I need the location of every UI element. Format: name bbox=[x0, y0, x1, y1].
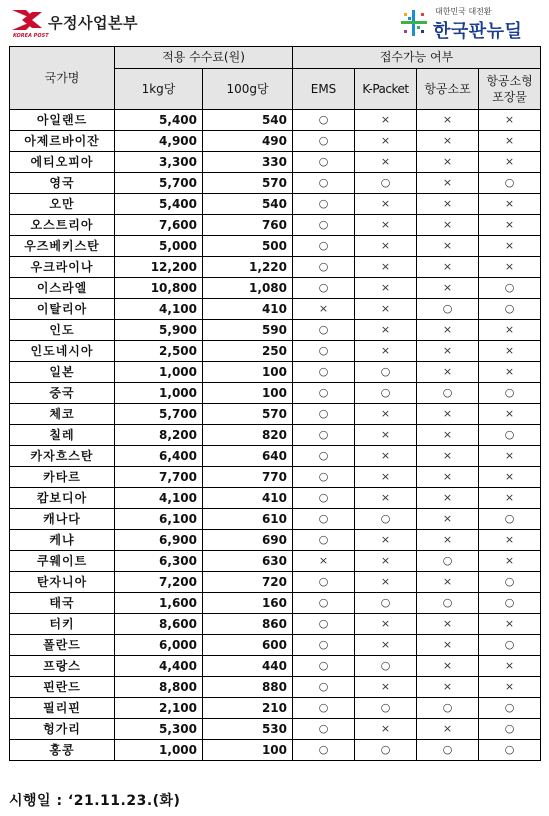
air-small-packet-cell: × bbox=[479, 677, 541, 698]
air-small-packet-cell: × bbox=[479, 341, 541, 362]
table-row bbox=[10, 593, 541, 614]
country-cell: 이스라엘 bbox=[10, 278, 115, 299]
air-parcel-cell: × bbox=[417, 635, 479, 656]
ems-cell: ○ bbox=[293, 404, 355, 425]
air-parcel-cell: × bbox=[417, 131, 479, 152]
table-row bbox=[10, 362, 541, 383]
country-cell: 탄자니아 bbox=[10, 572, 115, 593]
air-parcel-cell: ○ bbox=[417, 551, 479, 572]
ems-cell: ○ bbox=[293, 341, 355, 362]
air-parcel-cell: × bbox=[417, 173, 479, 194]
fee-1kg-cell: 5,400 bbox=[115, 110, 203, 131]
fee-1kg-cell: 1,600 bbox=[115, 593, 203, 614]
air-small-packet-cell: × bbox=[479, 656, 541, 677]
fee-100g-cell: 720 bbox=[203, 572, 293, 593]
air-parcel-cell: × bbox=[417, 719, 479, 740]
fee-100g-cell: 330 bbox=[203, 152, 293, 173]
fee-100g-cell: 500 bbox=[203, 236, 293, 257]
col-header-ems: EMS bbox=[293, 69, 355, 110]
air-parcel-cell: ○ bbox=[417, 299, 479, 320]
air-small-packet-cell: ○ bbox=[479, 593, 541, 614]
country-cell: 인도네시아 bbox=[10, 341, 115, 362]
kpacket-cell: × bbox=[355, 215, 417, 236]
table-row bbox=[10, 719, 541, 740]
air-small-packet-cell: ○ bbox=[479, 383, 541, 404]
ems-cell: ○ bbox=[293, 635, 355, 656]
kpacket-cell: × bbox=[355, 719, 417, 740]
fee-1kg-cell: 2,100 bbox=[115, 698, 203, 719]
country-cell: 인도 bbox=[10, 320, 115, 341]
country-cell: 카자흐스탄 bbox=[10, 446, 115, 467]
fee-1kg-cell: 6,900 bbox=[115, 530, 203, 551]
korea-post-sub: KOREA POST bbox=[13, 33, 49, 39]
fee-100g-cell: 490 bbox=[203, 131, 293, 152]
air-parcel-cell: × bbox=[417, 572, 479, 593]
kpacket-cell: × bbox=[355, 677, 417, 698]
kpacket-cell: ○ bbox=[355, 740, 417, 761]
new-deal-slogan: 대한민국 대전환 bbox=[435, 7, 492, 16]
ems-cell: ○ bbox=[293, 719, 355, 740]
kpacket-cell: ○ bbox=[355, 173, 417, 194]
fee-1kg-cell: 5,700 bbox=[115, 173, 203, 194]
air-parcel-cell: × bbox=[417, 236, 479, 257]
fee-100g-cell: 540 bbox=[203, 110, 293, 131]
air-parcel-cell: × bbox=[417, 110, 479, 131]
air-parcel-cell: × bbox=[417, 488, 479, 509]
air-parcel-cell: ○ bbox=[417, 740, 479, 761]
country-cell: 폴란드 bbox=[10, 635, 115, 656]
air-small-packet-cell: ○ bbox=[479, 173, 541, 194]
fee-1kg-cell: 5,000 bbox=[115, 236, 203, 257]
table-row bbox=[10, 320, 541, 341]
country-cell: 중국 bbox=[10, 383, 115, 404]
fee-1kg-cell: 4,100 bbox=[115, 488, 203, 509]
table-row bbox=[10, 299, 541, 320]
air-parcel-cell: × bbox=[417, 152, 479, 173]
kpacket-cell: × bbox=[355, 110, 417, 131]
ems-cell: ○ bbox=[293, 656, 355, 677]
kpacket-cell: ○ bbox=[355, 656, 417, 677]
country-cell: 홍콩 bbox=[10, 740, 115, 761]
kpacket-cell: ○ bbox=[355, 698, 417, 719]
fee-100g-cell: 640 bbox=[203, 446, 293, 467]
air-small-packet-cell: × bbox=[479, 551, 541, 572]
kpacket-cell: × bbox=[355, 257, 417, 278]
kpacket-cell: × bbox=[355, 131, 417, 152]
kpacket-cell: × bbox=[355, 551, 417, 572]
fee-1kg-cell: 5,400 bbox=[115, 194, 203, 215]
kpacket-cell: × bbox=[355, 299, 417, 320]
air-small-packet-cell: × bbox=[479, 362, 541, 383]
air-small-packet-cell: × bbox=[479, 215, 541, 236]
table-row bbox=[10, 488, 541, 509]
fee-100g-cell: 570 bbox=[203, 404, 293, 425]
korea-post-emblem-icon bbox=[12, 8, 44, 32]
fee-100g-cell: 410 bbox=[203, 299, 293, 320]
ems-cell: ○ bbox=[293, 488, 355, 509]
country-cell: 우크라이나 bbox=[10, 257, 115, 278]
country-cell: 에티오피아 bbox=[10, 152, 115, 173]
kpacket-cell: × bbox=[355, 488, 417, 509]
fee-1kg-cell: 4,400 bbox=[115, 656, 203, 677]
kpacket-cell: × bbox=[355, 236, 417, 257]
air-small-packet-cell: ○ bbox=[479, 425, 541, 446]
country-cell: 일본 bbox=[10, 362, 115, 383]
air-parcel-cell: ○ bbox=[417, 383, 479, 404]
col-header-air-small-packet: 항공소형 포장물 bbox=[479, 69, 541, 110]
air-parcel-cell: ○ bbox=[417, 698, 479, 719]
new-deal-title: 한국판뉴딜 bbox=[433, 21, 523, 42]
fee-1kg-cell: 1,000 bbox=[115, 740, 203, 761]
air-small-packet-cell: × bbox=[479, 257, 541, 278]
fee-100g-cell: 530 bbox=[203, 719, 293, 740]
country-cell: 필리핀 bbox=[10, 698, 115, 719]
air-small-packet-cell: ○ bbox=[479, 509, 541, 530]
air-small-packet-cell: ○ bbox=[479, 572, 541, 593]
air-small-packet-cell: × bbox=[479, 530, 541, 551]
ems-cell: ○ bbox=[293, 278, 355, 299]
kpacket-cell: × bbox=[355, 152, 417, 173]
air-small-packet-cell: × bbox=[479, 152, 541, 173]
fee-1kg-cell: 7,200 bbox=[115, 572, 203, 593]
table-row bbox=[10, 152, 541, 173]
fee-100g-cell: 630 bbox=[203, 551, 293, 572]
fee-100g-cell: 540 bbox=[203, 194, 293, 215]
fee-100g-cell: 880 bbox=[203, 677, 293, 698]
ems-cell: ○ bbox=[293, 614, 355, 635]
fee-1kg-cell: 1,000 bbox=[115, 362, 203, 383]
new-deal-emblem-icon bbox=[399, 8, 429, 38]
air-small-packet-cell: ○ bbox=[479, 635, 541, 656]
air-parcel-cell: × bbox=[417, 446, 479, 467]
table-row bbox=[10, 236, 541, 257]
ems-cell: ○ bbox=[293, 257, 355, 278]
table-row bbox=[10, 530, 541, 551]
ems-cell: ○ bbox=[293, 509, 355, 530]
table-row bbox=[10, 551, 541, 572]
country-cell: 태국 bbox=[10, 593, 115, 614]
kpacket-cell: × bbox=[355, 320, 417, 341]
air-small-packet-cell: × bbox=[479, 110, 541, 131]
table-row bbox=[10, 446, 541, 467]
air-parcel-cell: × bbox=[417, 425, 479, 446]
col-header-country: 국가명 bbox=[10, 47, 115, 110]
ems-cell: ○ bbox=[293, 446, 355, 467]
table-row bbox=[10, 698, 541, 719]
col-header-100g: 100g당 bbox=[203, 69, 293, 110]
table-row bbox=[10, 110, 541, 131]
country-cell: 케냐 bbox=[10, 530, 115, 551]
table-row bbox=[10, 614, 541, 635]
air-parcel-cell: × bbox=[417, 341, 479, 362]
air-small-packet-cell: × bbox=[479, 467, 541, 488]
kpacket-cell: × bbox=[355, 194, 417, 215]
air-parcel-cell: × bbox=[417, 215, 479, 236]
fee-100g-cell: 410 bbox=[203, 488, 293, 509]
air-parcel-cell: × bbox=[417, 656, 479, 677]
col-group-accept: 접수가능 여부 bbox=[293, 47, 541, 69]
fee-100g-cell: 440 bbox=[203, 656, 293, 677]
kpacket-cell: × bbox=[355, 446, 417, 467]
fee-1kg-cell: 7,700 bbox=[115, 467, 203, 488]
ems-cell: ○ bbox=[293, 173, 355, 194]
kpacket-cell: × bbox=[355, 467, 417, 488]
table-row bbox=[10, 467, 541, 488]
ems-cell: ○ bbox=[293, 593, 355, 614]
fee-100g-cell: 760 bbox=[203, 215, 293, 236]
table-row bbox=[10, 278, 541, 299]
table-row bbox=[10, 425, 541, 446]
ems-cell: ○ bbox=[293, 110, 355, 131]
country-cell: 영국 bbox=[10, 173, 115, 194]
kpacket-cell: ○ bbox=[355, 383, 417, 404]
table-row bbox=[10, 383, 541, 404]
fee-1kg-cell: 8,800 bbox=[115, 677, 203, 698]
kpacket-cell: × bbox=[355, 530, 417, 551]
country-cell: 우즈베키스탄 bbox=[10, 236, 115, 257]
page-header bbox=[0, 0, 549, 46]
ems-cell: ○ bbox=[293, 425, 355, 446]
table-row bbox=[10, 404, 541, 425]
air-parcel-cell: × bbox=[417, 509, 479, 530]
fee-1kg-cell: 2,500 bbox=[115, 341, 203, 362]
air-parcel-cell: × bbox=[417, 278, 479, 299]
table-header-row-1 bbox=[10, 47, 541, 69]
ems-cell: ○ bbox=[293, 740, 355, 761]
table-row bbox=[10, 257, 541, 278]
country-cell: 오만 bbox=[10, 194, 115, 215]
air-small-packet-cell: × bbox=[479, 488, 541, 509]
ems-cell: ○ bbox=[293, 131, 355, 152]
air-small-packet-cell: ○ bbox=[479, 740, 541, 761]
kpacket-cell: ○ bbox=[355, 509, 417, 530]
table-row bbox=[10, 131, 541, 152]
fee-1kg-cell: 4,900 bbox=[115, 131, 203, 152]
country-cell: 아제르바이잔 bbox=[10, 131, 115, 152]
table-row bbox=[10, 341, 541, 362]
air-parcel-cell: × bbox=[417, 614, 479, 635]
table-row bbox=[10, 572, 541, 593]
fee-100g-cell: 160 bbox=[203, 593, 293, 614]
ems-cell: ○ bbox=[293, 152, 355, 173]
air-small-packet-cell: × bbox=[479, 614, 541, 635]
fee-100g-cell: 820 bbox=[203, 425, 293, 446]
country-cell: 카타르 bbox=[10, 467, 115, 488]
ems-cell: ○ bbox=[293, 383, 355, 404]
fee-1kg-cell: 8,600 bbox=[115, 614, 203, 635]
fee-1kg-cell: 4,100 bbox=[115, 299, 203, 320]
fee-100g-cell: 100 bbox=[203, 740, 293, 761]
fee-100g-cell: 860 bbox=[203, 614, 293, 635]
fee-1kg-cell: 8,200 bbox=[115, 425, 203, 446]
ems-cell: ○ bbox=[293, 362, 355, 383]
air-small-packet-cell: × bbox=[479, 194, 541, 215]
country-cell: 아일랜드 bbox=[10, 110, 115, 131]
kpacket-cell: × bbox=[355, 404, 417, 425]
air-parcel-cell: × bbox=[417, 362, 479, 383]
ems-cell: ○ bbox=[293, 467, 355, 488]
air-small-packet-cell: ○ bbox=[479, 698, 541, 719]
table-row bbox=[10, 635, 541, 656]
kpacket-cell: × bbox=[355, 425, 417, 446]
col-group-fee: 적용 수수료(원) bbox=[115, 47, 293, 69]
air-parcel-cell: × bbox=[417, 404, 479, 425]
table-row bbox=[10, 677, 541, 698]
effective-date: 시행일 : ‘21.11.23.(화) bbox=[9, 793, 181, 809]
air-parcel-cell: × bbox=[417, 257, 479, 278]
air-small-packet-cell: × bbox=[479, 320, 541, 341]
fee-1kg-cell: 3,300 bbox=[115, 152, 203, 173]
air-parcel-cell: ○ bbox=[417, 593, 479, 614]
fee-100g-cell: 100 bbox=[203, 362, 293, 383]
air-parcel-cell: × bbox=[417, 467, 479, 488]
col-header-1kg: 1kg당 bbox=[115, 69, 203, 110]
fee-100g-cell: 590 bbox=[203, 320, 293, 341]
fee-100g-cell: 770 bbox=[203, 467, 293, 488]
air-small-packet-cell: ○ bbox=[479, 278, 541, 299]
ems-cell: ○ bbox=[293, 530, 355, 551]
fee-1kg-cell: 12,200 bbox=[115, 257, 203, 278]
table-row bbox=[10, 173, 541, 194]
kpacket-cell: × bbox=[355, 341, 417, 362]
korea-post-name: 우정사업본부 bbox=[48, 14, 138, 32]
air-small-packet-cell: × bbox=[479, 131, 541, 152]
table-row bbox=[10, 740, 541, 761]
kpacket-cell: × bbox=[355, 572, 417, 593]
air-small-packet-cell: ○ bbox=[479, 299, 541, 320]
country-cell: 캐나다 bbox=[10, 509, 115, 530]
fee-100g-cell: 1,220 bbox=[203, 257, 293, 278]
fee-100g-cell: 100 bbox=[203, 383, 293, 404]
ems-cell: ○ bbox=[293, 698, 355, 719]
fee-1kg-cell: 10,800 bbox=[115, 278, 203, 299]
ems-cell: ○ bbox=[293, 236, 355, 257]
fee-1kg-cell: 5,300 bbox=[115, 719, 203, 740]
air-parcel-cell: × bbox=[417, 530, 479, 551]
country-cell: 쿠웨이트 bbox=[10, 551, 115, 572]
table-row bbox=[10, 509, 541, 530]
air-small-packet-cell: × bbox=[479, 446, 541, 467]
country-cell: 터키 bbox=[10, 614, 115, 635]
fee-1kg-cell: 6,300 bbox=[115, 551, 203, 572]
fee-1kg-cell: 7,600 bbox=[115, 215, 203, 236]
korea-post-logo bbox=[12, 8, 172, 42]
kpacket-cell: ○ bbox=[355, 362, 417, 383]
fee-100g-cell: 1,080 bbox=[203, 278, 293, 299]
ems-cell: ○ bbox=[293, 320, 355, 341]
fee-1kg-cell: 5,900 bbox=[115, 320, 203, 341]
fee-1kg-cell: 6,400 bbox=[115, 446, 203, 467]
ems-cell: ○ bbox=[293, 215, 355, 236]
fee-1kg-cell: 6,000 bbox=[115, 635, 203, 656]
country-cell: 핀란드 bbox=[10, 677, 115, 698]
country-cell: 체코 bbox=[10, 404, 115, 425]
fee-100g-cell: 210 bbox=[203, 698, 293, 719]
air-parcel-cell: × bbox=[417, 194, 479, 215]
ems-cell: × bbox=[293, 299, 355, 320]
fee-table bbox=[9, 46, 541, 761]
air-small-packet-cell: × bbox=[479, 236, 541, 257]
col-header-kpacket: K-Packet bbox=[355, 69, 417, 110]
fee-100g-cell: 610 bbox=[203, 509, 293, 530]
ems-cell: ○ bbox=[293, 572, 355, 593]
country-cell: 오스트리아 bbox=[10, 215, 115, 236]
table-row bbox=[10, 656, 541, 677]
country-cell: 이탈리아 bbox=[10, 299, 115, 320]
kpacket-cell: ○ bbox=[355, 593, 417, 614]
fee-100g-cell: 690 bbox=[203, 530, 293, 551]
air-parcel-cell: × bbox=[417, 320, 479, 341]
ems-cell: × bbox=[293, 551, 355, 572]
fee-1kg-cell: 1,000 bbox=[115, 383, 203, 404]
kpacket-cell: × bbox=[355, 635, 417, 656]
fee-1kg-cell: 5,700 bbox=[115, 404, 203, 425]
fee-100g-cell: 250 bbox=[203, 341, 293, 362]
table-row bbox=[10, 194, 541, 215]
fee-100g-cell: 600 bbox=[203, 635, 293, 656]
fee-1kg-cell: 6,100 bbox=[115, 509, 203, 530]
air-small-packet-cell: × bbox=[479, 404, 541, 425]
ems-cell: ○ bbox=[293, 194, 355, 215]
ems-cell: ○ bbox=[293, 677, 355, 698]
air-parcel-cell: × bbox=[417, 677, 479, 698]
new-deal-logo bbox=[399, 6, 539, 42]
air-small-packet-cell: ○ bbox=[479, 719, 541, 740]
country-cell: 헝가리 bbox=[10, 719, 115, 740]
col-header-air-parcel: 항공소포 bbox=[417, 69, 479, 110]
country-cell: 캄보디아 bbox=[10, 488, 115, 509]
country-cell: 칠레 bbox=[10, 425, 115, 446]
fee-100g-cell: 570 bbox=[203, 173, 293, 194]
kpacket-cell: × bbox=[355, 278, 417, 299]
country-cell: 프랑스 bbox=[10, 656, 115, 677]
kpacket-cell: × bbox=[355, 614, 417, 635]
table-row bbox=[10, 215, 541, 236]
